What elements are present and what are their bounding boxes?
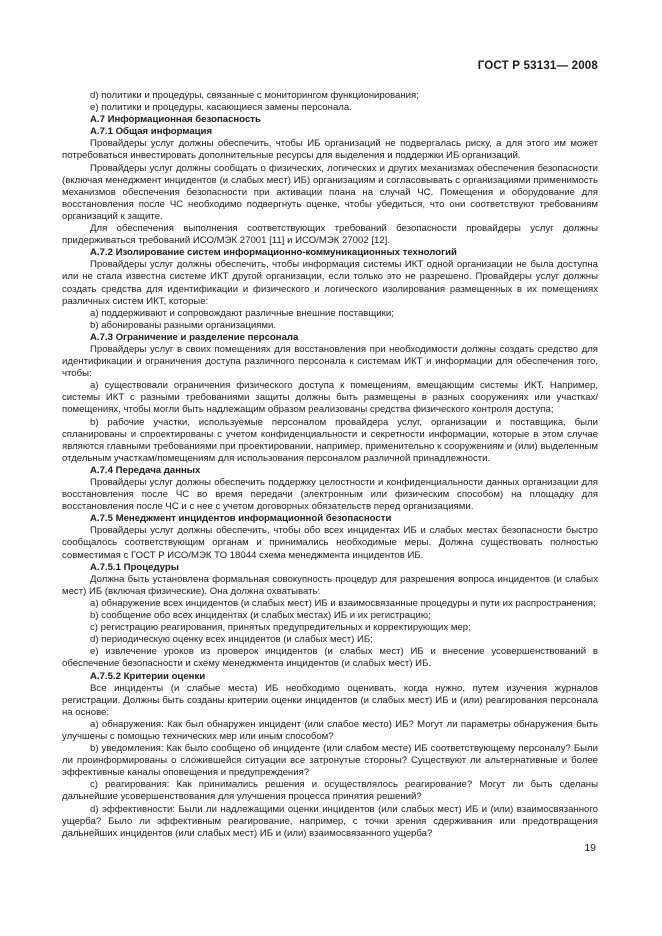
- paragraph: а) существовали ограничения физического доступа к помещениям, вмещающим системы ИКТ. Например, системы ИКТ с разными требованиями защиты должны быть размещены в разных сооружениях или участках/помещениях, чтобы могли быть надлежащим образом реализованы средства физического контроля доступа;: [62, 380, 598, 416]
- paragraph: а) обнаружения: Как был обнаружен инцидент (или слабое место) ИБ? Могут ли параметры обнаружения быть улучшены с помощью технических мер или иным способом?: [62, 718, 598, 742]
- paragraph: с) реагирования: Как принимались решения и осуществлялось реагирование? Могут ли быть сделаны дальнейшие усовершенствования для улучшения процесса принятия решений?: [62, 779, 598, 803]
- paragraph: Провайдеры услуг должны обеспечить поддержку целостности и конфиденциальности данных организации для восстановления после ЧС во время передачи (электронным или физическим способом) на площадку для восстановления после ЧС и с нее с учетом договорных обязательств перед организациями.: [62, 477, 598, 513]
- document-body: [62, 90, 598, 840]
- section-heading: А.7.5.2 Критерии оценки: [90, 670, 206, 682]
- paragraph: с) регистрацию реагирования, принятых предупредительных и корректирующих мер;: [90, 622, 471, 634]
- section-heading: А.7.1 Общая информация: [90, 126, 213, 138]
- page-number: 19: [584, 842, 596, 854]
- paragraph: а) поддерживают и сопровождают различные внешние поставщики;: [90, 307, 394, 319]
- page-header: ГОСТ Р 53131— 2008: [477, 60, 598, 72]
- paragraph: Провайдеры услуг должны обеспечить, чтобы обо всех инцидентах ИБ и слабых местах безопасности быстро сообщалось соответствующим органам и принимались необходимые меры. Должна существовать полностью совместимая с ГОСТ Р ИСО/МЭК ТО 18044 схема менеджмента инцидентов ИБ.: [62, 525, 598, 561]
- paragraph: Все инциденты (и слабые места) ИБ необходимо оценивать, когда нужно, путем изучения журналов регистрации. Должны быть созданы критерии оценки инцидентов (и слабых мест) ИБ и (или) реагирования персонала на основе:: [62, 682, 598, 718]
- section-heading: А.7.2 Изолирование систем информационно-коммуникационных технологий: [90, 247, 457, 259]
- paragraph: Для обеспечения выполнения соответствующих требований безопасности провайдеры услуг должны придерживаться требований ИСО/МЭК 27001 [11] и ИСО/МЭК 27002 [12].: [62, 223, 598, 247]
- paragraph: е) политики и процедуры, касающиеся замены персонала.: [90, 102, 352, 114]
- paragraph: Должна быть установлена формальная совокупность процедур для разрешения вопроса инцидентов (и слабых мест) ИБ (включая физические). Она должна охватывать:: [62, 573, 598, 597]
- paragraph: Провайдеры услуг должны обеспечить, чтобы информация системы ИКТ одной организации не была доступна или не стала известна системе ИКТ другой организации, если только это не разрешено. Провайдеры услуг должны создать средства для идентификации и физического и логического изолирования размещенных в их помещениях различных систем ИКТ, которые:: [62, 259, 598, 307]
- section-heading: А.7.5 Менеджмент инцидентов информационной безопасности: [90, 513, 392, 525]
- paragraph: Провайдеры услуг должны сообщать о физических, логических и других механизмах обеспечения безопасности (включая менеджмент инцидентов (и слабых мест) ИБ) организациям и согласовывать с организациями применимость механизмов обеспечения безопасности при активации плана на случай ЧС. Помещения и оборудование для восстановления после ЧС необходимо подвергнуть оценке, чтобы убедиться, что они соответствуют требованиям организаций к защите.: [62, 162, 598, 222]
- paragraph: а) обнаружение всех инцидентов (и слабых мест) ИБ и взаимосвязанные процедуры и пути их распространения;: [90, 597, 596, 609]
- section-heading: А.7.3 Ограничение и разделение персонала: [90, 331, 299, 343]
- paragraph: b) сообщение обо всех инцидентах (и слабых местах) ИБ и их регистрацию;: [90, 610, 431, 622]
- paragraph: d) политики и процедуры, связанные с мониторингом функционирования;: [90, 90, 419, 101]
- paragraph: b) абонированы разными организациями.: [90, 319, 277, 331]
- paragraph: d) эффективности: Были ли надлежащими оценки инцидентов (или слабых мест) ИБ и (или) взаимосвязанного ущерба? Было ли эффективным реагирование, например, с точки зрения сдерживания или предотвращения дальнейших инцидентов (или слабых мест) ИБ и (или) взаимосвязанного ущерба?: [62, 803, 598, 839]
- paragraph: b) рабочие участки, используемые персоналом провайдера услуг, организации и поставщика, были спланированы и спроектированы с учетом конфиденциальности и секретности информации, которые в этом случае являются главными требованиями при проектировании, например, применительно к сооружениям и (или) выделенным отдельным участкам/помещениям для использования персоналом различной принадлежности.: [62, 416, 598, 464]
- paragraph: Провайдеры услуг в своих помещениях для восстановления при необходимости должны создать средство для идентификации и ограничения доступа различного персонала к системам ИКТ и информации для обеспечения того, чтобы:: [62, 343, 598, 380]
- paragraph: b) уведомления: Как было сообщено об инциденте (или слабом месте) ИБ соответствующему персоналу? Были ли проинформированы о сложившейся ситуации все затронутые стороны? Существуют ли альтернативные и более эффективные каналы оповещения и предупреждения?: [62, 743, 598, 779]
- paragraph: Провайдеры услуг должны обеспечить, чтобы ИБ организаций не подвергалась риску, а для этого им может потребоваться инвестировать дополнительные ресурсы для выделения и поддержки ИБ организаций.: [62, 138, 598, 162]
- section-heading: А.7.4 Передача данных: [90, 464, 201, 476]
- paragraph: е) извлечение уроков из проверок инцидентов (и слабых мест) ИБ и внесение усовершенствований в обеспечение безопасности и схему менеджмента инцидентов (и слабых мест) ИБ.: [62, 646, 598, 670]
- paragraph: d) периодическую оценку всех инцидентов (и слабых мест) ИБ;: [90, 634, 373, 646]
- section-heading: А.7.5.1 Процедуры: [90, 561, 179, 573]
- section-heading: А.7 Информационная безопасность: [90, 114, 261, 126]
